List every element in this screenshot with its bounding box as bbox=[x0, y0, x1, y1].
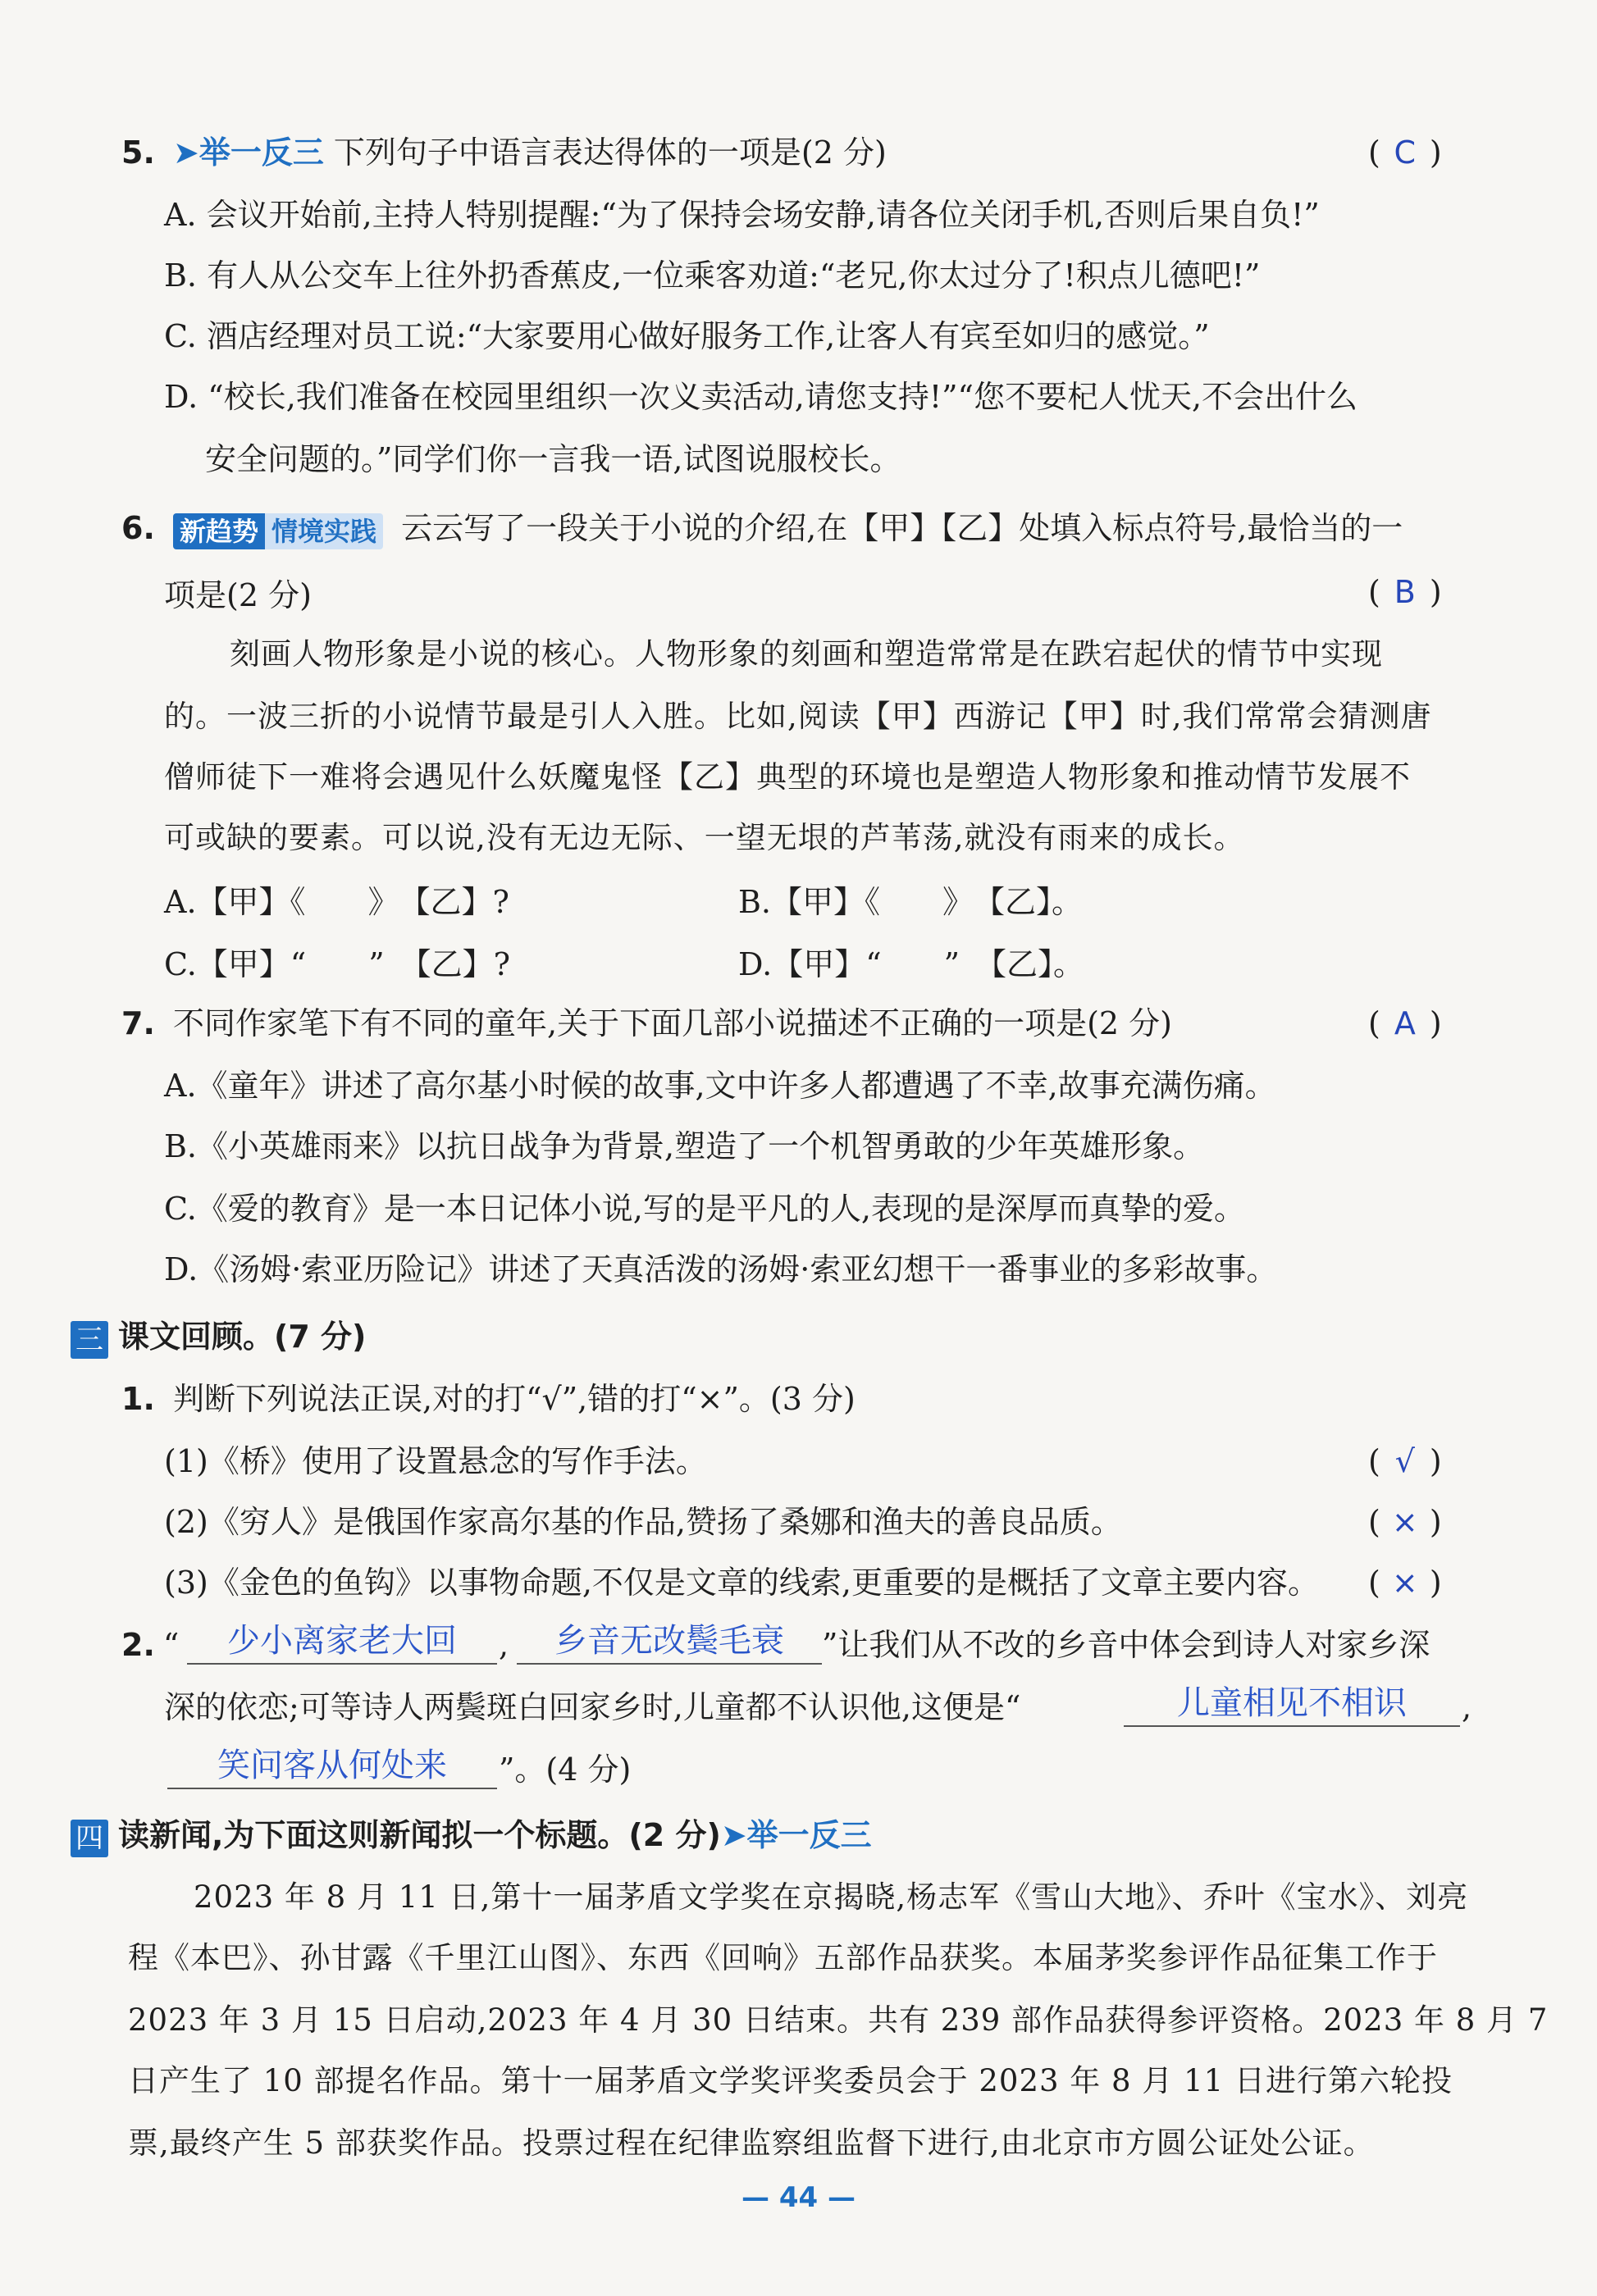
q6-stem-line bbox=[121, 507, 1403, 549]
q6-passage-line-3: 僧师徒下一难将会遇见什么妖魔鬼怪【乙】典型的环境也是塑造人物形象和推动情节发展不 bbox=[164, 759, 1411, 795]
section3-icon: 三 bbox=[71, 1321, 108, 1359]
s3-q2-comma-2: , bbox=[1462, 1689, 1472, 1725]
s3-q2-text-2: 深的依恋;可等诗人两鬓斑白回家乡时,儿童都不认识他,这便是“ bbox=[164, 1689, 1021, 1725]
s4-passage-line-3: 2023 年 3 月 15 日启动,2023 年 4 月 30 日结束。共有 239 部作品获得参评资格。2023 年 8 月 7 bbox=[128, 2002, 1549, 2038]
q6-stem-1: 云云写了一段关于小说的介绍,在【甲】【乙】处填入标点符号,最恰当的一 bbox=[401, 510, 1403, 546]
s3-q1-item-3: (3)《金色的鱼钩》以事物命题,不仅是文章的线索,更重要的是概括了文章主要内容。 bbox=[164, 1565, 1319, 1601]
q5-answer: C bbox=[1394, 134, 1417, 171]
q7-answer: A bbox=[1394, 1005, 1416, 1041]
section4-icon: 四 bbox=[71, 1820, 108, 1857]
section4-tag: ➤举一反三 bbox=[720, 1817, 872, 1853]
s3-q2-prefix bbox=[121, 1624, 179, 1666]
s3-q1-item-1-bracket: ( √ ) bbox=[1368, 1440, 1442, 1483]
s3-q1-stem-line bbox=[121, 1378, 856, 1420]
q6-number: 6. bbox=[121, 510, 155, 546]
q5-option-a: A. 会议开始前,主持人特别提醒:“为了保持会场安静,请各位关闭手机,否则后果自负!” bbox=[164, 197, 1320, 233]
q6-option-b: B.【甲】《 》 【乙】。 bbox=[738, 884, 1084, 920]
q6-tag-trend: 新趋势 bbox=[173, 513, 265, 549]
q5-stem: 下列句子中语言表达得体的一项是(2 分) bbox=[333, 134, 887, 171]
q6-passage-line-2: 的。一波三折的小说情节最是引人入胜。比如,阅读【甲】西游记【甲】时,我们常常会猜测唐 bbox=[164, 699, 1432, 734]
s3-q1-item-2-answer: × bbox=[1391, 1504, 1418, 1540]
s4-passage-line-2: 程《本巴》、孙甘露《千里江山图》、东西《回响》五部作品获奖。本届茅奖参评作品征集工作于 bbox=[128, 1940, 1438, 1975]
section4-header bbox=[71, 1814, 872, 1857]
q6-passage-line-1: 刻画人物形象是小说的核心。人物形象的刻画和塑造常常是在跌宕起伏的情节中实现 bbox=[230, 636, 1383, 672]
s4-passage-line-4: 日产生了 10 部提名作品。第十一届茅盾文学奖评奖委员会于 2023 年 8 月 11 日进行第六轮投 bbox=[128, 2063, 1453, 2098]
q7-option-c: C.《爱的教育》是一本日记体小说,写的是平凡的人,表现的是深厚而真挚的爱。 bbox=[164, 1191, 1245, 1227]
q5-option-d-cont: 安全问题的。”同学们你一言我一语,试图说服校长。 bbox=[205, 441, 901, 477]
s3-q2-blank-2[interactable] bbox=[517, 1620, 822, 1665]
s3-q2-blank-4-value: 笑问客从何处来 bbox=[217, 1747, 447, 1784]
s3-q1-item-3-bracket: ( × ) bbox=[1368, 1561, 1442, 1604]
s3-q1-item-1: (1)《桥》使用了设置悬念的写作手法。 bbox=[164, 1443, 707, 1479]
s4-passage-line-5: 票,最终产生 5 部获奖作品。投票过程在纪律监察组监督下进行,由北京市方圆公证处公证。 bbox=[128, 2125, 1375, 2161]
s4-passage-line-1: 2023 年 8 月 11 日,第十一届茅盾文学奖在京揭晓,杨志军《雪山大地》、乔叶《宝水》、刘亮 bbox=[194, 1879, 1469, 1915]
q6-passage-line-4: 可或缺的要素。可以说,没有无边无际、一望无垠的芦苇荡,就没有雨来的成长。 bbox=[164, 820, 1245, 855]
s3-q1-stem: 判断下列说法正误,对的打“√”,错的打“×”。(3 分) bbox=[172, 1381, 856, 1417]
q5-option-d: D. “校长,我们准备在校园里组织一次义卖活动,请您支持!”“您不要杞人忧天,不会出什么 bbox=[164, 379, 1358, 415]
q7-stem-line bbox=[121, 1002, 1172, 1045]
page-number: — 44 — bbox=[741, 2181, 856, 2214]
s3-q1-item-2: (2)《穷人》是俄国作家高尔基的作品,赞扬了桑娜和渔夫的善良品质。 bbox=[164, 1504, 1122, 1540]
q7-answer-bracket: ( A ) bbox=[1368, 1002, 1442, 1045]
q6-stem-2: 项是(2 分) bbox=[164, 577, 312, 613]
section3-title: 课文回顾。(7 分) bbox=[118, 1319, 367, 1355]
q7-option-a: A.《童年》讲述了高尔基小时候的故事,文中许多人都遭遇了不幸,故事充满伤痛。 bbox=[164, 1068, 1276, 1104]
q7-number: 7. bbox=[121, 1005, 155, 1041]
s3-q2-blank-3-value: 儿童相见不相识 bbox=[1177, 1684, 1407, 1722]
q6-option-c: C.【甲】“ ” 【乙】? bbox=[164, 946, 511, 982]
s3-q1-item-1-answer: √ bbox=[1394, 1443, 1415, 1479]
s3-q2-text-3: ”。(4 分) bbox=[499, 1752, 632, 1788]
section4-title: 读新闻,为下面这则新闻拟一个标题。(2 分) bbox=[118, 1817, 721, 1853]
q6-option-a: A.【甲】《 》 【乙】? bbox=[164, 884, 509, 920]
q5-answer-bracket: ( C ) bbox=[1368, 131, 1442, 174]
section3-header bbox=[71, 1315, 366, 1359]
q6-answer-bracket: ( B ) bbox=[1368, 571, 1442, 613]
q5-option-c: C. 酒店经理对员工说:“大家要用心做好服务工作,让客人有宾至如归的感觉。” bbox=[164, 318, 1210, 354]
s3-q2-number: 2. bbox=[121, 1627, 155, 1663]
s3-q2-blank-3[interactable] bbox=[1124, 1683, 1460, 1727]
q6-answer: B bbox=[1394, 574, 1416, 610]
s3-q2-blank-2-value: 乡音无改鬓毛衰 bbox=[554, 1622, 784, 1660]
q6-option-d: D.【甲】“ ” 【乙】。 bbox=[738, 946, 1085, 982]
s3-q2-comma: , bbox=[499, 1627, 509, 1663]
q5-stem-line bbox=[121, 131, 887, 174]
s3-q1-item-2-bracket: ( × ) bbox=[1368, 1501, 1442, 1543]
s3-q2-blank-4[interactable] bbox=[167, 1745, 497, 1789]
q7-stem: 不同作家笔下有不同的童年,关于下面几部小说描述不正确的一项是(2 分) bbox=[172, 1005, 1172, 1041]
q6-tag-practice: 情境实践 bbox=[265, 513, 383, 549]
q5-tag: ➤举一反三 bbox=[172, 134, 324, 171]
s3-q2-blank-1-value: 少小离家老大回 bbox=[227, 1622, 457, 1660]
q7-option-d: D.《汤姆·索亚历险记》讲述了天真活泼的汤姆·索亚幻想干一番事业的多彩故事。 bbox=[164, 1251, 1278, 1287]
q7-option-b: B.《小英雄雨来》以抗日战争为背景,塑造了一个机智勇敢的少年英雄形象。 bbox=[164, 1128, 1205, 1164]
s3-q2-blank-1[interactable] bbox=[187, 1620, 497, 1665]
s3-q1-item-3-answer: × bbox=[1391, 1565, 1418, 1601]
s3-q2-text-1: ”让我们从不改的乡音中体会到诗人对家乡深 bbox=[822, 1627, 1430, 1663]
q5-option-b: B. 有人从公交车上往外扔香蕉皮,一位乘客劝道:“老兄,你太过分了!积点儿德吧!” bbox=[164, 257, 1261, 294]
s3-q2-open-quote: “ bbox=[162, 1627, 180, 1663]
s3-q1-number: 1. bbox=[121, 1381, 155, 1417]
q5-number: 5. bbox=[121, 134, 155, 171]
